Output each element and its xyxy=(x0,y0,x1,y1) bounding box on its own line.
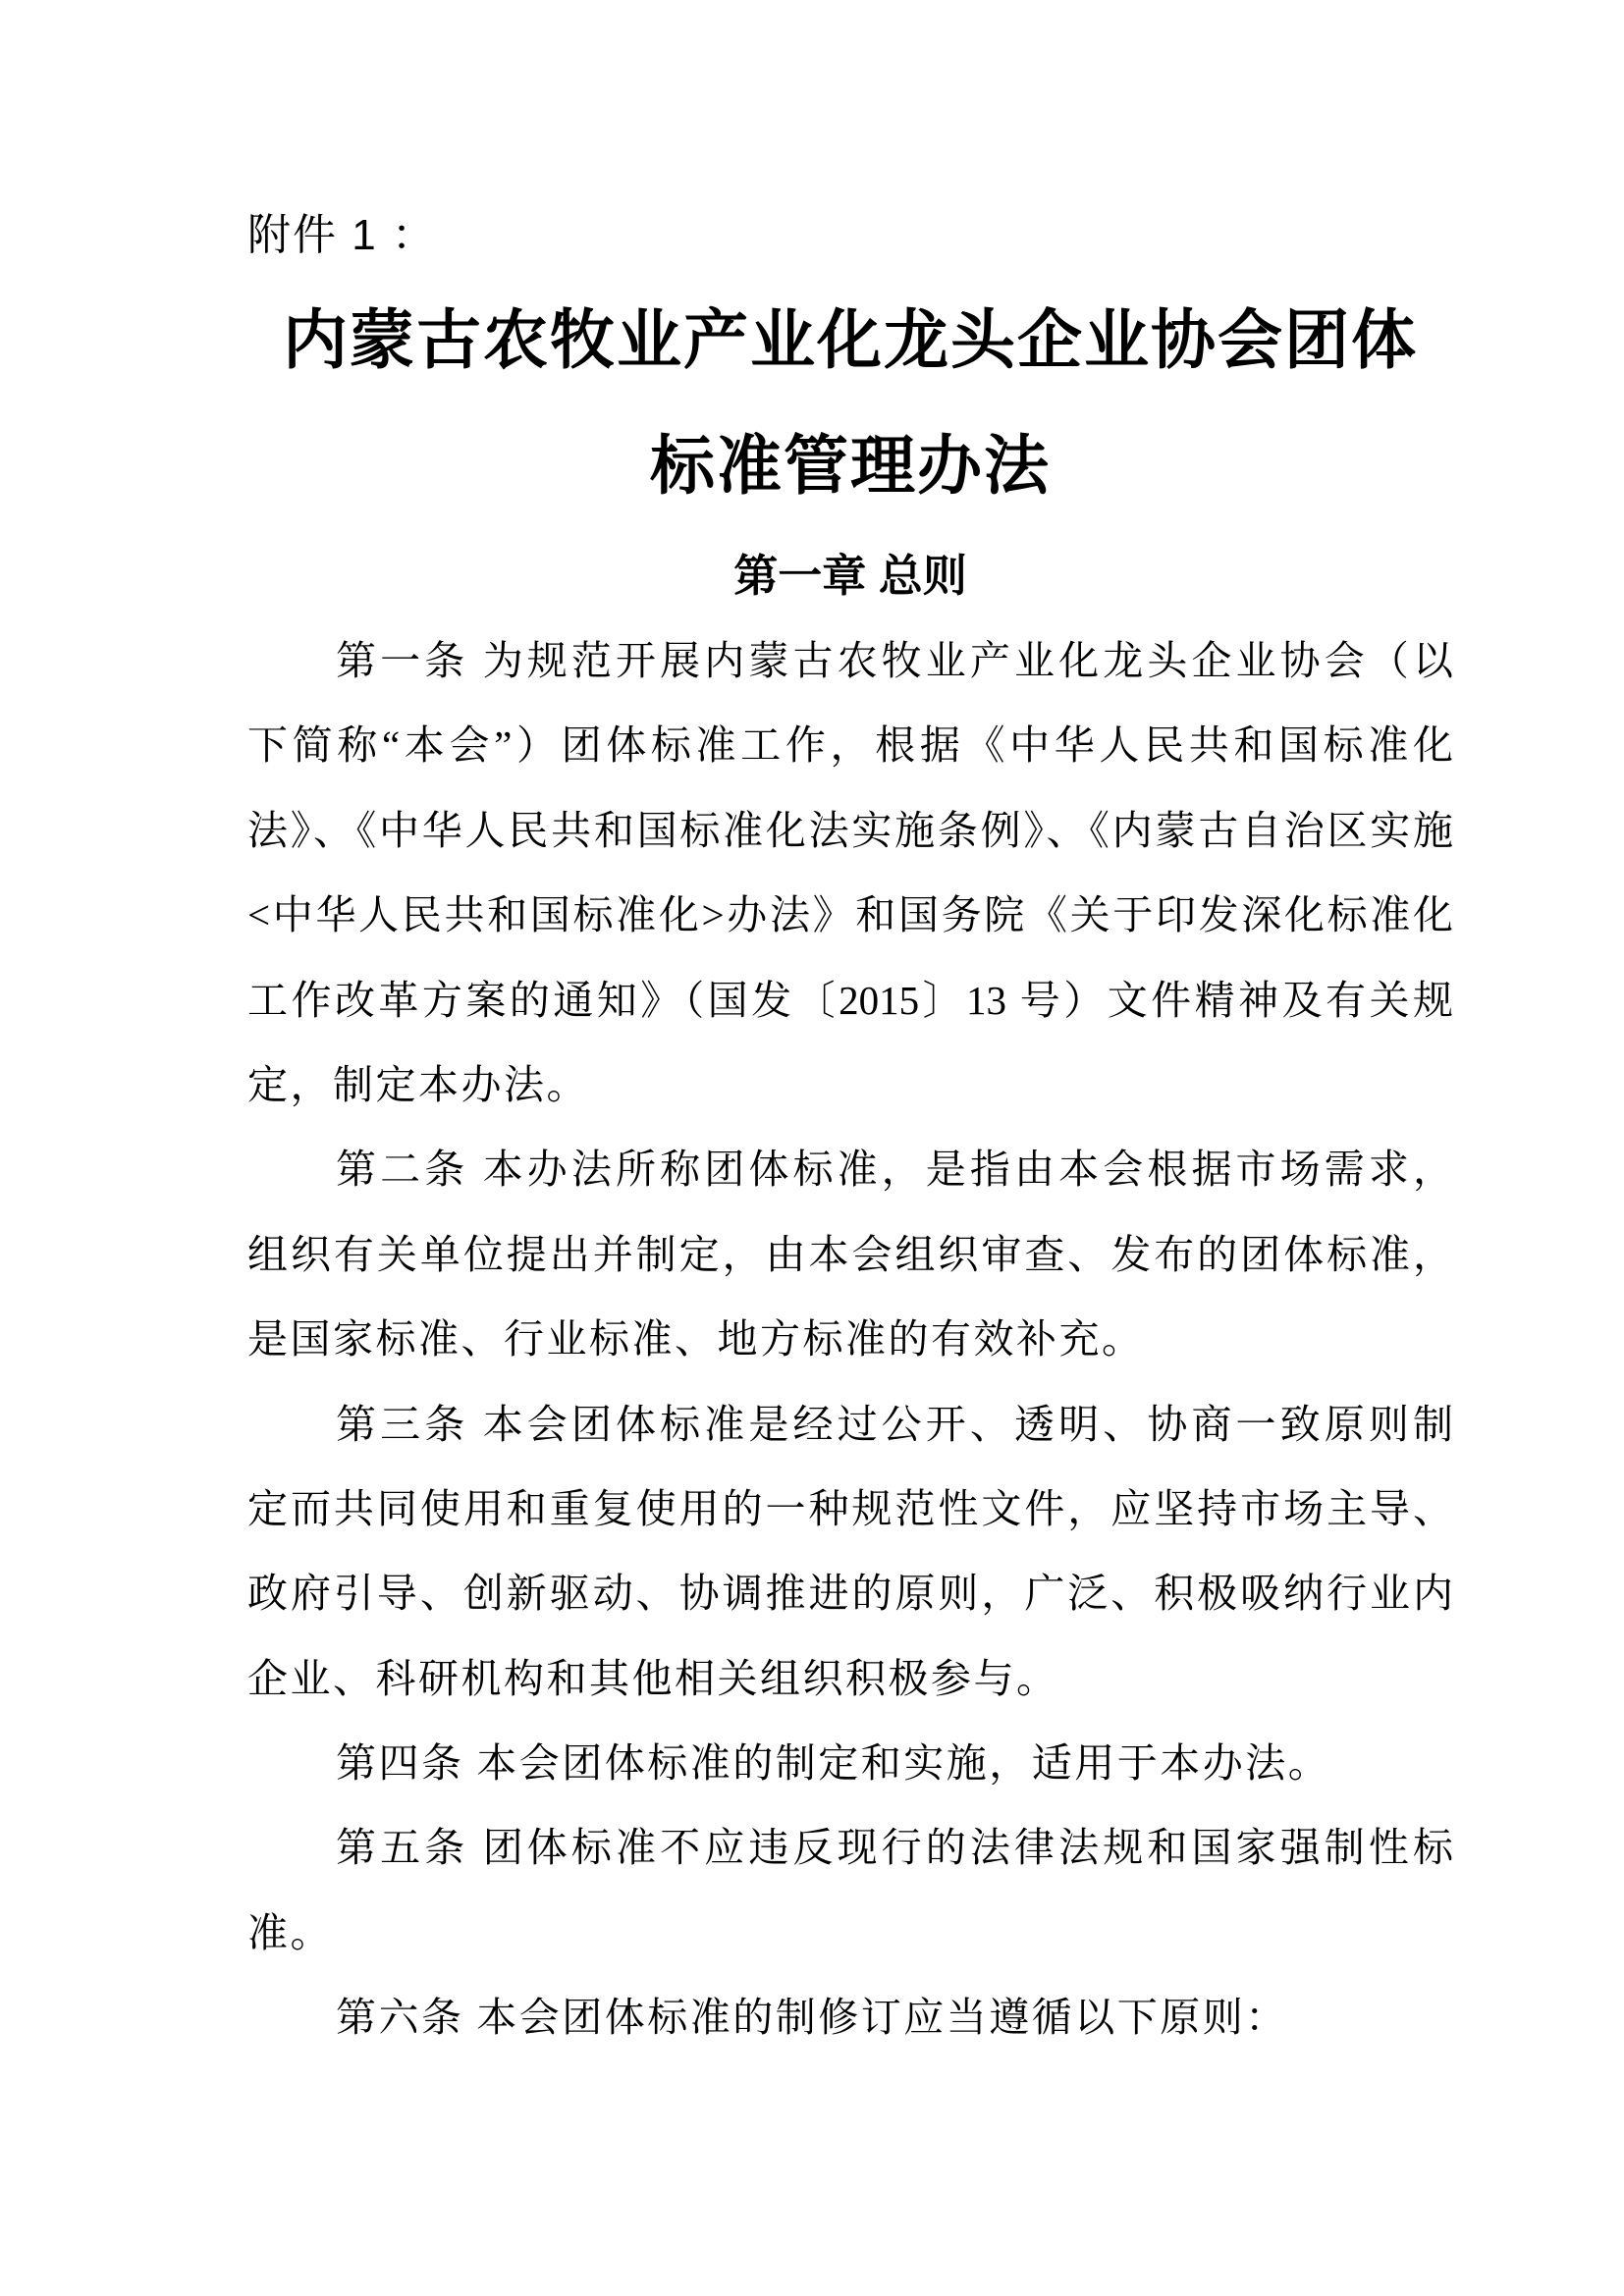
document-line: 是国家标准、行业标准、地方标准的有效补充。 xyxy=(247,1316,1145,1362)
document-line: 组织有关单位提出并制定，由本会组织审查、发布的团体标准， xyxy=(247,1231,1453,1277)
document-line-article-5: 第五条 团体标准不应违反现行的法律法规和国家强制性标 xyxy=(336,1825,1453,1871)
document-line: 定而共同使用和重复使用的一种规范性文件，应坚持市场主导、 xyxy=(247,1485,1453,1531)
attachment-label: 附件 1 ： xyxy=(247,211,437,259)
document-line: 定，制定本办法。 xyxy=(247,1061,589,1107)
document-line-article-3: 第三条 本会团体标准是经过公开、透明、协商一致原则制 xyxy=(336,1401,1453,1447)
document-line: 企业、科研机构和其他相关组织积极参与。 xyxy=(247,1655,1059,1701)
document-line-article-6: 第六条 本会团体标准的制修订应当遵循以下原则： xyxy=(336,1995,1288,2041)
document-title-line-2: 标准管理办法 xyxy=(650,431,1051,503)
document-line: 下简称“本会”）团体标准工作，根据《中华人民共和国标准化 xyxy=(247,722,1453,769)
document-line: 工作改革方案的通知》（国发〔2015〕13 号）文件精神及有关规 xyxy=(247,977,1453,1023)
document-line-article-1: 第一条 为规范开展内蒙古农牧业产业化龙头企业协会（以 xyxy=(336,638,1453,683)
chapter-heading: 第一章 总则 xyxy=(733,551,967,601)
document-line: 准。 xyxy=(247,1909,333,1955)
document-line: 政府引导、创新驱动、协调推进的原则，广泛、积极吸纳行业内 xyxy=(247,1571,1453,1617)
document-line: <中华人民共和国标准化>办法》和国务院《关于印发深化标准化 xyxy=(247,892,1453,938)
document-line-article-2: 第二条 本办法所称团体标准，是指由本会根据市场需求， xyxy=(336,1147,1453,1193)
document-body xyxy=(247,618,1453,2060)
document-title xyxy=(247,279,1453,530)
document-line-article-4: 第四条 本会团体标准的制定和实施，适用于本办法。 xyxy=(336,1740,1331,1787)
document-title-line-1: 内蒙古农牧业产业化龙头企业协会团体 xyxy=(283,305,1418,377)
document-line: 法》、《中华人民共和国标准化法实施条例》、《内蒙古自治区实施 xyxy=(247,807,1453,853)
